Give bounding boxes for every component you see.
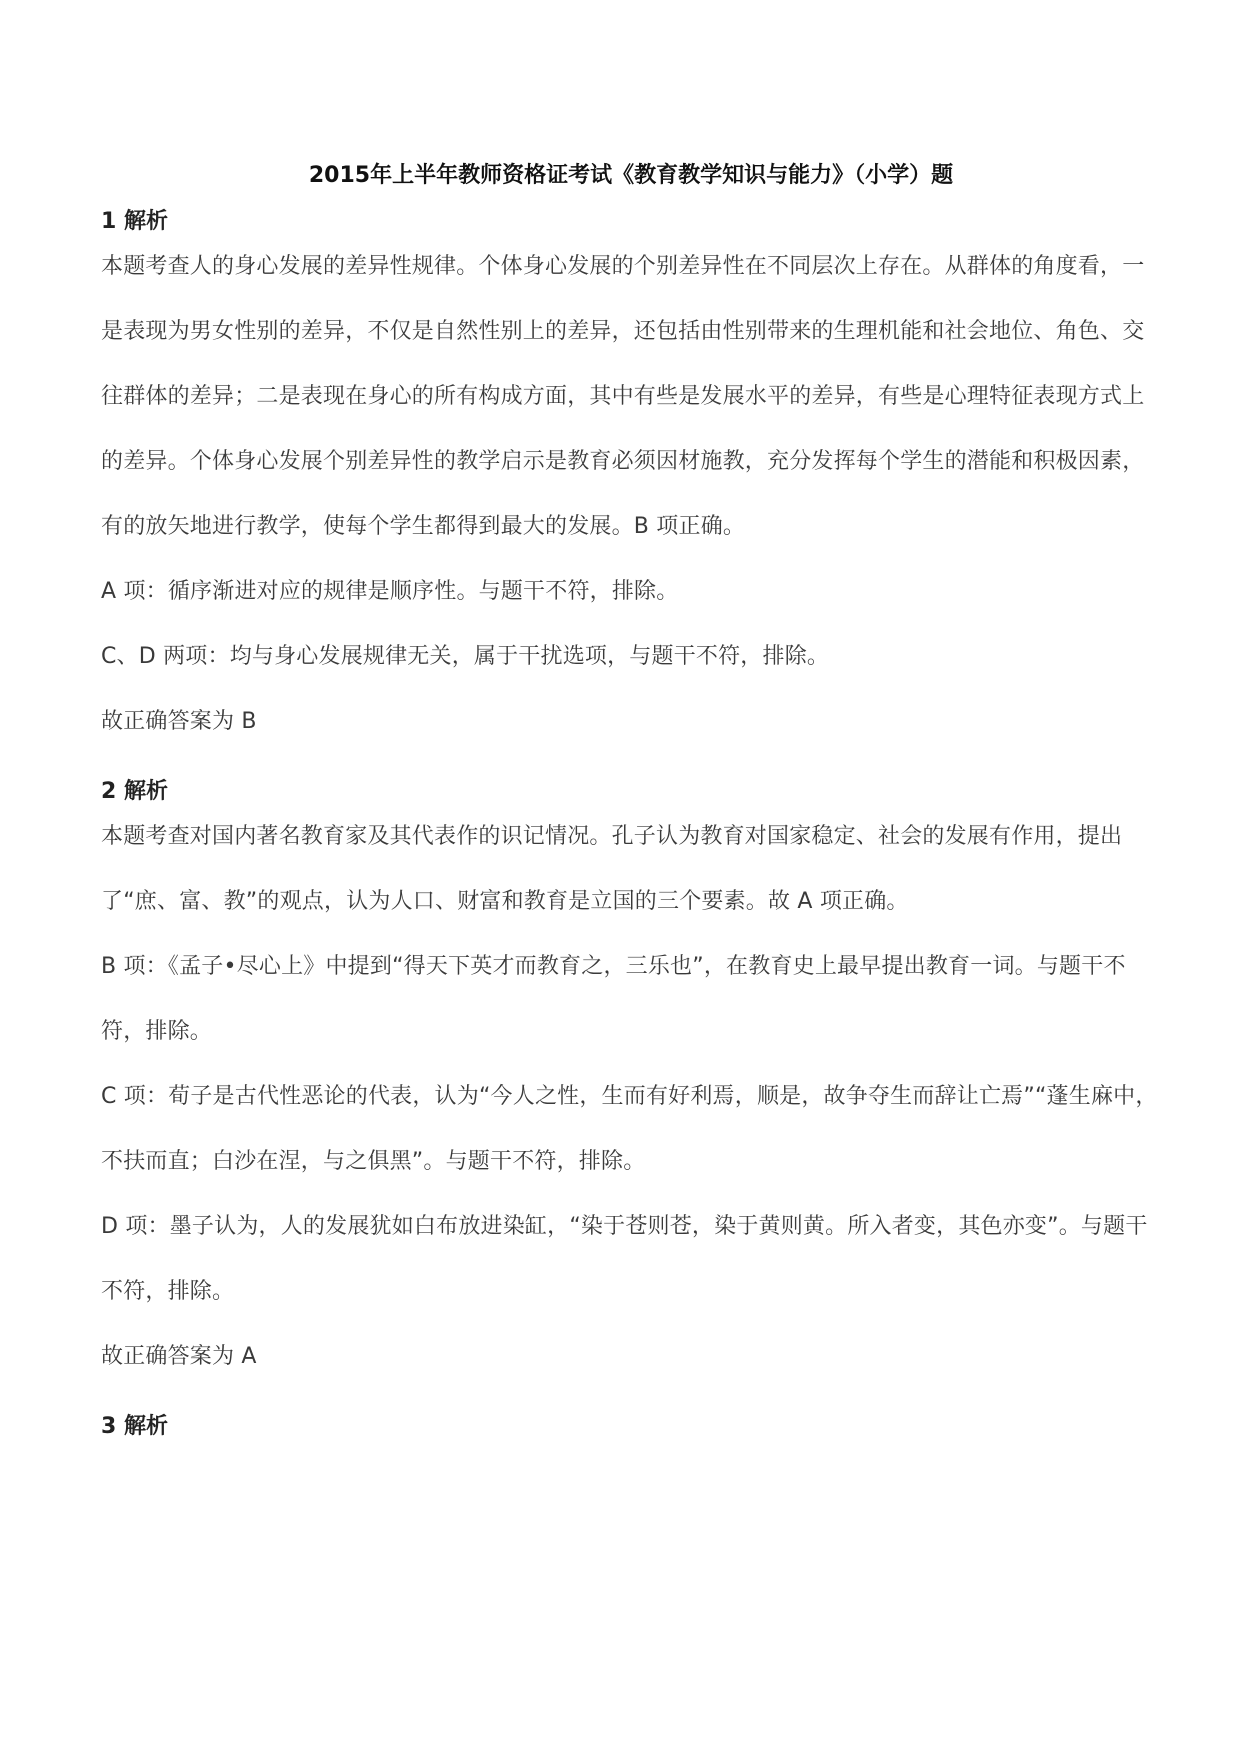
paragraph: 故正确答案为 A	[101, 1344, 257, 1369]
document-page	[101, 160, 1161, 1457]
document-title: 2015年上半年教师资格证考试《教育教学知识与能力》（小学）题	[308, 163, 954, 188]
section-heading-1: 1 解析	[101, 209, 168, 234]
section-body-1	[101, 234, 1161, 754]
section-body-2	[101, 804, 1161, 1389]
paragraph: B 项：《孟子•尽心上》中提到“得天下英才而教育之，三乐也”，在教育史上最早提出教育一词。与题干不符，排除。	[101, 954, 1126, 1044]
paragraph: 本题考查人的身心发展的差异性规律。个体身心发展的个别差异性在不同层次上存在。从群体的角度看，一是表现为男女性别的差异，不仅是自然性别上的差异，还包括由性别带来的生理机能和社会地位、角色、交往群体的差异；二是表现在身心的所有构成方面，其中有些是发展水平的差异，有些是心理特征表现方式上的差异。个体身心发展个别差异性的教学启示是教育必须因材施教，充分发挥每个学生的潜能和积极因素，有的放矢地进行教学，使每个学生都得到最大的发展。B 项正确。	[101, 254, 1145, 539]
paragraph: D 项：墨子认为，人的发展犹如白布放进染缸，“染于苍则苍，染于黄则黄。所入者变，其色亦变”。与题干不符，排除。	[101, 1214, 1148, 1304]
paragraph: 故正确答案为 B	[101, 709, 257, 734]
section-heading-3: 3 解析	[101, 1414, 168, 1439]
paragraph: A 项：循序渐进对应的规律是顺序性。与题干不符，排除。	[101, 579, 679, 604]
paragraph: C、D 两项：均与身心发展规律无关，属于干扰选项，与题干不符，排除。	[101, 644, 830, 669]
paragraph: 本题考查对国内著名教育家及其代表作的识记情况。孔子认为教育对国家稳定、社会的发展有作用，提出了“庶、富、教”的观点，认为人口、财富和教育是立国的三个要素。故 A 项正确。	[101, 824, 1123, 914]
section-heading-2: 2 解析	[101, 779, 168, 804]
paragraph: C 项：荀子是古代性恶论的代表，认为“今人之性，生而有好利焉，顺是，故争夺生而辞让亡焉”“蓬生麻中，不扶而直；白沙在涅，与之俱黑”。与题干不符，排除。	[101, 1084, 1158, 1174]
